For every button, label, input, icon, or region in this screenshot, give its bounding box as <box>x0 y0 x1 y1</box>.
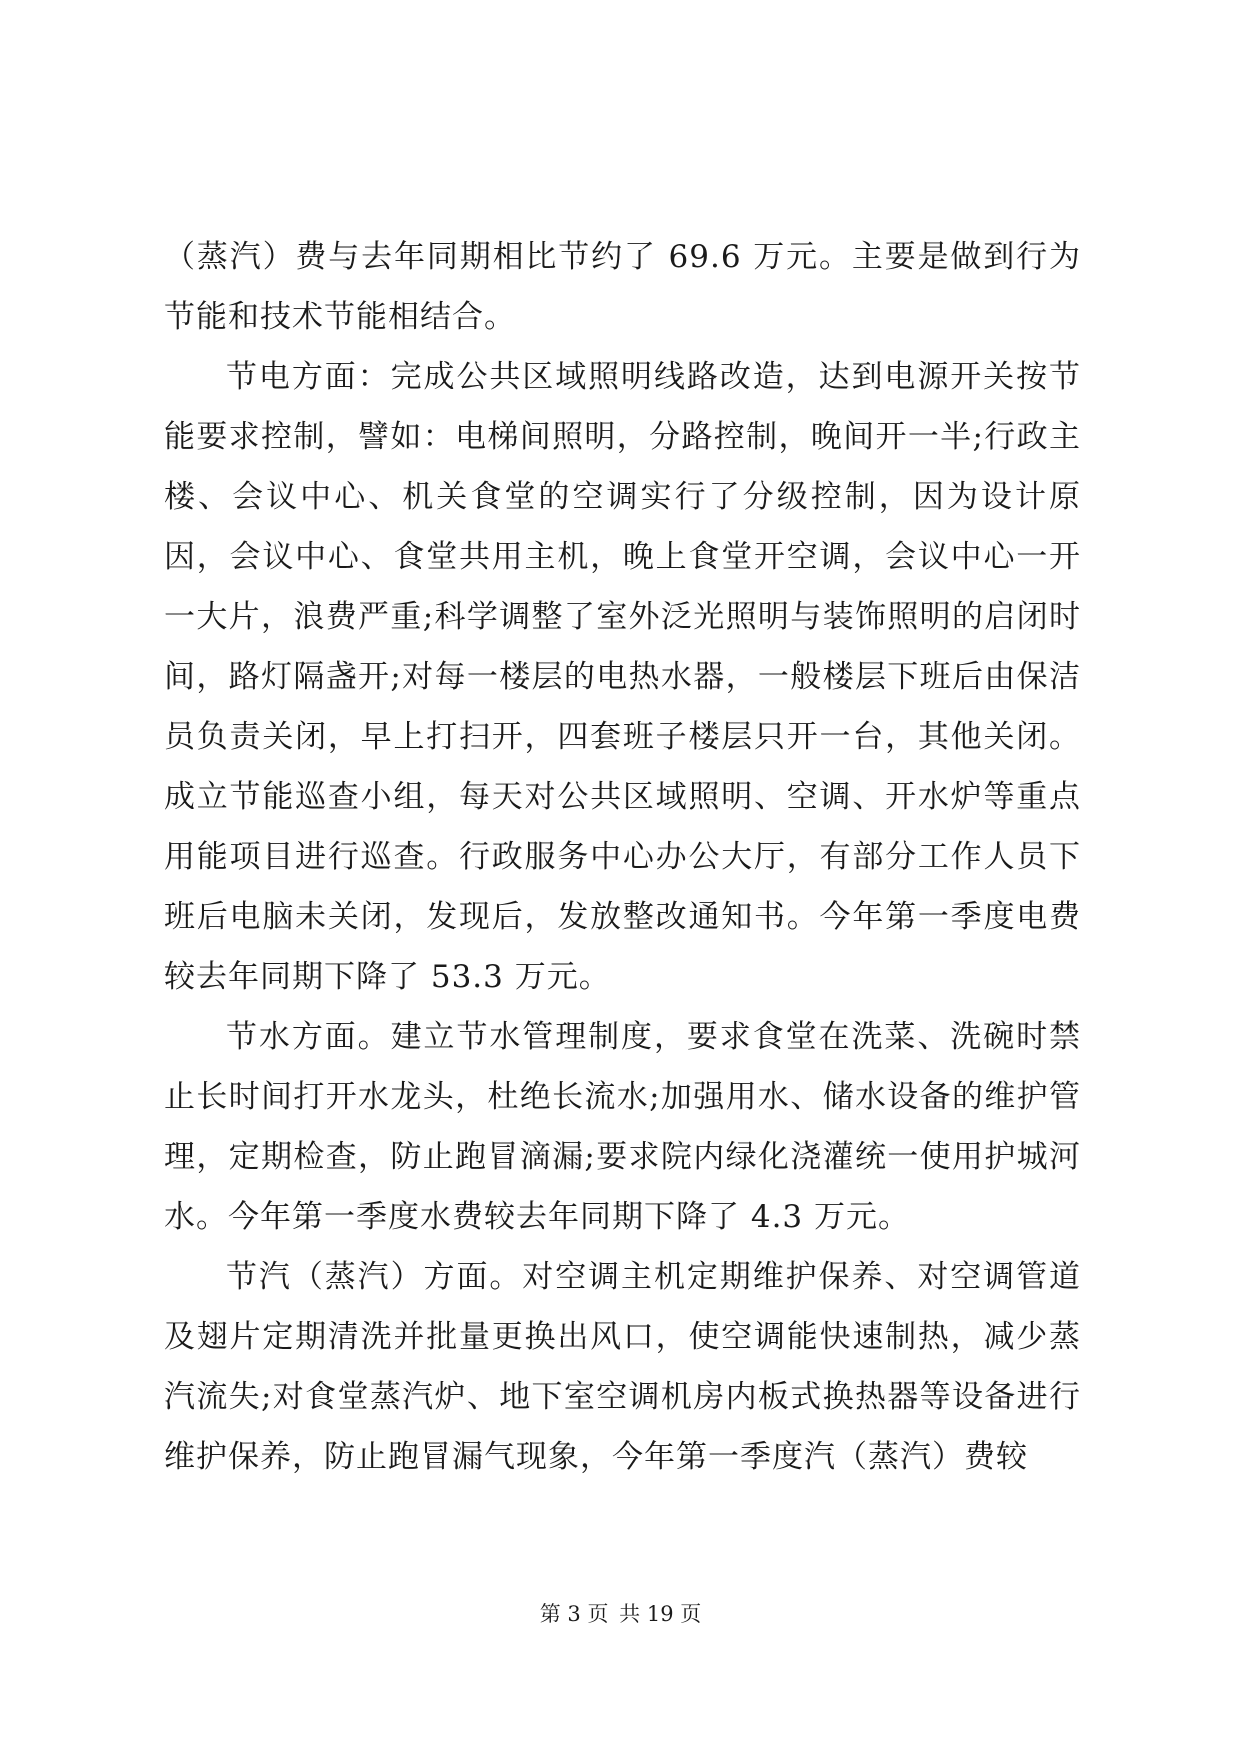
page-number: 第 3 页 <box>539 1602 609 1626</box>
paragraph-water-saving: 节水方面。建立节水管理制度，要求食堂在洗菜、洗碗时禁止长时间打开水龙头，杜绝长流水;加强用水、储水设备的维护管理，定期检查，防止跑冒滴漏;要求院内绿化浇灌统一使用护城河水。今年第一季度水费较去年同期下降了 4.3 万元。 <box>164 1019 1081 1235</box>
page-footer <box>0 1600 1241 1628</box>
page-total: 共 19 页 <box>619 1602 702 1626</box>
paragraph-electricity-saving: 节电方面：完成公共区域照明线路改造，达到电源开关按节能要求控制，譬如：电梯间照明，分路控制，晚间开一半;行政主楼、会议中心、机关食堂的空调实行了分级控制，因为设计原因，会议中心、食堂共用主机，晚上食堂开空调，会议中心一开一大片，浪费严重;科学调整了室外泛光照明与装饰照明的启闭时间，路灯隔盏开;对每一楼层的电热水器，一般楼层下班后由保洁员负责关闭，早上打扫开，四套班子楼层只开一台，其他关闭。成立节能巡查小组，每天对公共区域照明、空调、开水炉等重点用能项目进行巡查。行政服务中心办公大厅，有部分工作人员下班后电脑未关闭，发现后，发放整改通知书。今年第一季度电费较去年同期下降了 53.3 万元。 <box>164 359 1081 995</box>
paragraph-steam-saving: 节汽（蒸汽）方面。对空调主机定期维护保养、对空调管道及翅片定期清洗并批量更换出风口，使空调能快速制热，减少蒸汽流失;对食堂蒸汽炉、地下室空调机房内板式换热器等设备进行维护保养，防止跑冒漏气现象，今年第一季度汽（蒸汽）费较 <box>164 1259 1081 1475</box>
paragraph-continuation: （蒸汽）费与去年同期相比节约了 69.6 万元。主要是做到行为节能和技术节能相结合。 <box>164 239 1081 335</box>
document-body <box>164 227 1081 1487</box>
